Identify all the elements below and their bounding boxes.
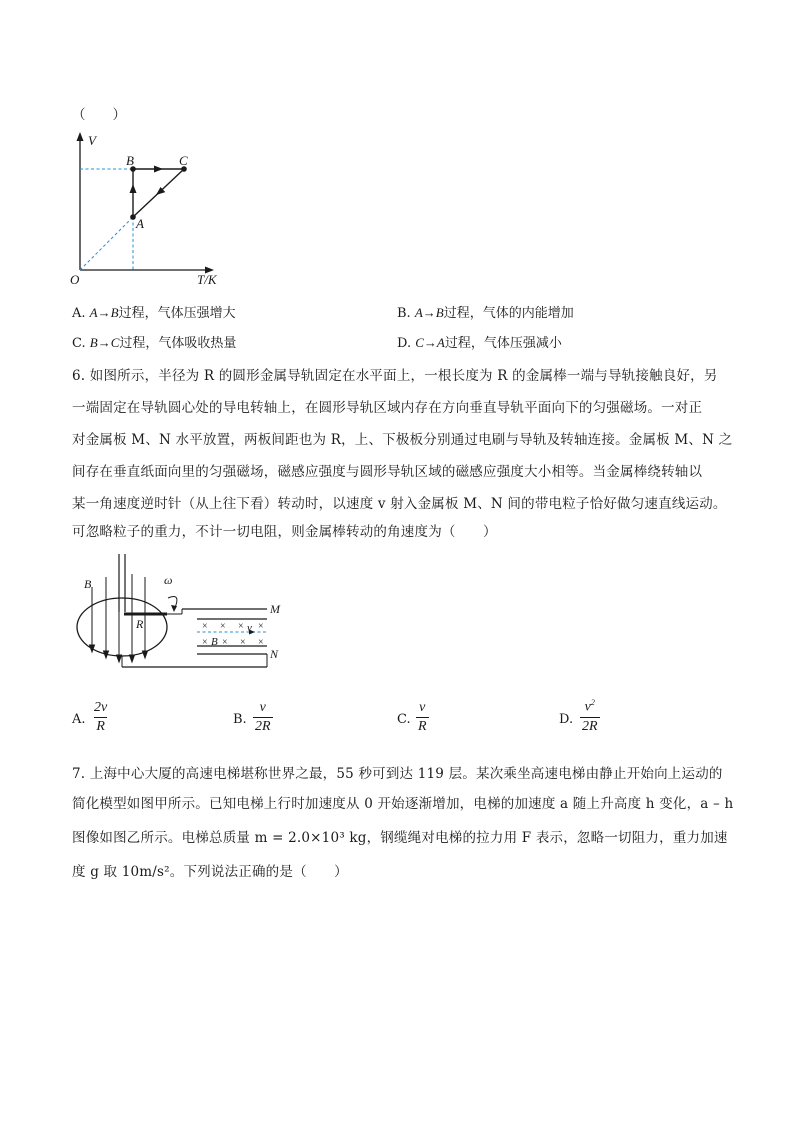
label-a: A (136, 216, 144, 231)
label-b: B (126, 153, 134, 168)
cross: × (222, 637, 228, 648)
q7-line-1: 7. 上海中心大厦的高速电梯堪称世界之最，55 秒可到达 119 层。某次乘坐高速电梯由静止开始向上运动的 (72, 766, 723, 782)
q6-line-2: 一端固定在导轨圆心处的导电转轴上，在圆形导轨区域内存在方向垂直导轨平面向下的匀强磁场。一对正 (72, 400, 703, 416)
q6-line-6: 可忽略粒子的重力，不计一切电阻，则金属棒转动的角速度为（ ） (72, 524, 497, 540)
q6-line-3: 对金属板 M、N 水平放置，两板间距也为 R，上、下极板分别通过电刷与导轨及转轴连接。金属板 M、N 之 (72, 432, 733, 448)
q5-answer-blank: （ ） (72, 107, 126, 123)
cross: × (202, 637, 208, 648)
arrow-b-to-c (154, 166, 163, 173)
circular-rail (77, 598, 167, 656)
q5-option-c[interactable]: C. B→C过程，气体吸收热量 (72, 335, 237, 351)
q6-line-4: 间存在垂直纸面向里的匀强磁场，磁感应强度与圆形导轨区域的磁感应强度大小相等。当金属棒绕转轴以 (72, 464, 703, 480)
label-v: v (247, 622, 252, 634)
q5-option-b[interactable]: B. A→B过程，气体的内能增加 (397, 305, 574, 321)
cross: × (220, 621, 226, 632)
label-m: M (270, 602, 280, 616)
cross: × (258, 621, 264, 632)
q7-line-3: 图像如图乙所示。电梯总质量 m = 2.0×10³ kg，钢缆绳对电梯的拉力用 F 表示，忽略一切阻力，重力加速 (72, 830, 728, 846)
q6-rail-figure (72, 552, 292, 682)
y-axis-arrow (77, 132, 84, 141)
q7-line-2: 简化模型如图甲所示。已知电梯上行时加速度从 0 开始逐渐增加，电梯的加速度 a 随上升高度 h 变化，a – h (72, 796, 734, 812)
q5-option-a[interactable]: A. A→B过程，气体压强增大 (72, 305, 236, 321)
dashed-origin-to-a (80, 217, 133, 270)
label-omega: ω (164, 573, 173, 587)
q7-line-4: 度 g 取 10m/s²。下列说法正确的是（ ） (72, 864, 348, 880)
q6-line-1: 6. 如图所示，半径为 R 的圆形金属导轨固定在水平面上，一根长度为 R 的金属棒一端与导轨接触良好，另 (72, 368, 718, 384)
cross: × (258, 637, 264, 648)
q6-line-5: 某一角速度逆时针（从上往下看）转动时，以速度 v 射入金属板 M、N 间的带电粒子恰好做匀速直线运动。 (72, 496, 727, 512)
cross: × (240, 637, 246, 648)
label-r: R (136, 617, 144, 631)
label-v: V (88, 133, 96, 148)
cross: × (238, 621, 244, 632)
label-b-plate: B (211, 636, 218, 648)
label-o: O (70, 272, 80, 287)
label-t: T/K (197, 272, 217, 287)
point-a (130, 214, 136, 220)
label-c: C (179, 153, 188, 168)
q5-vt-graph (66, 128, 226, 303)
label-b-field: B (84, 577, 92, 591)
label-n: N (270, 647, 279, 661)
cross: × (202, 621, 208, 632)
arrow-a-to-b (130, 184, 137, 193)
q5-option-d[interactable]: D. C→A过程，气体压强减小 (397, 335, 562, 351)
